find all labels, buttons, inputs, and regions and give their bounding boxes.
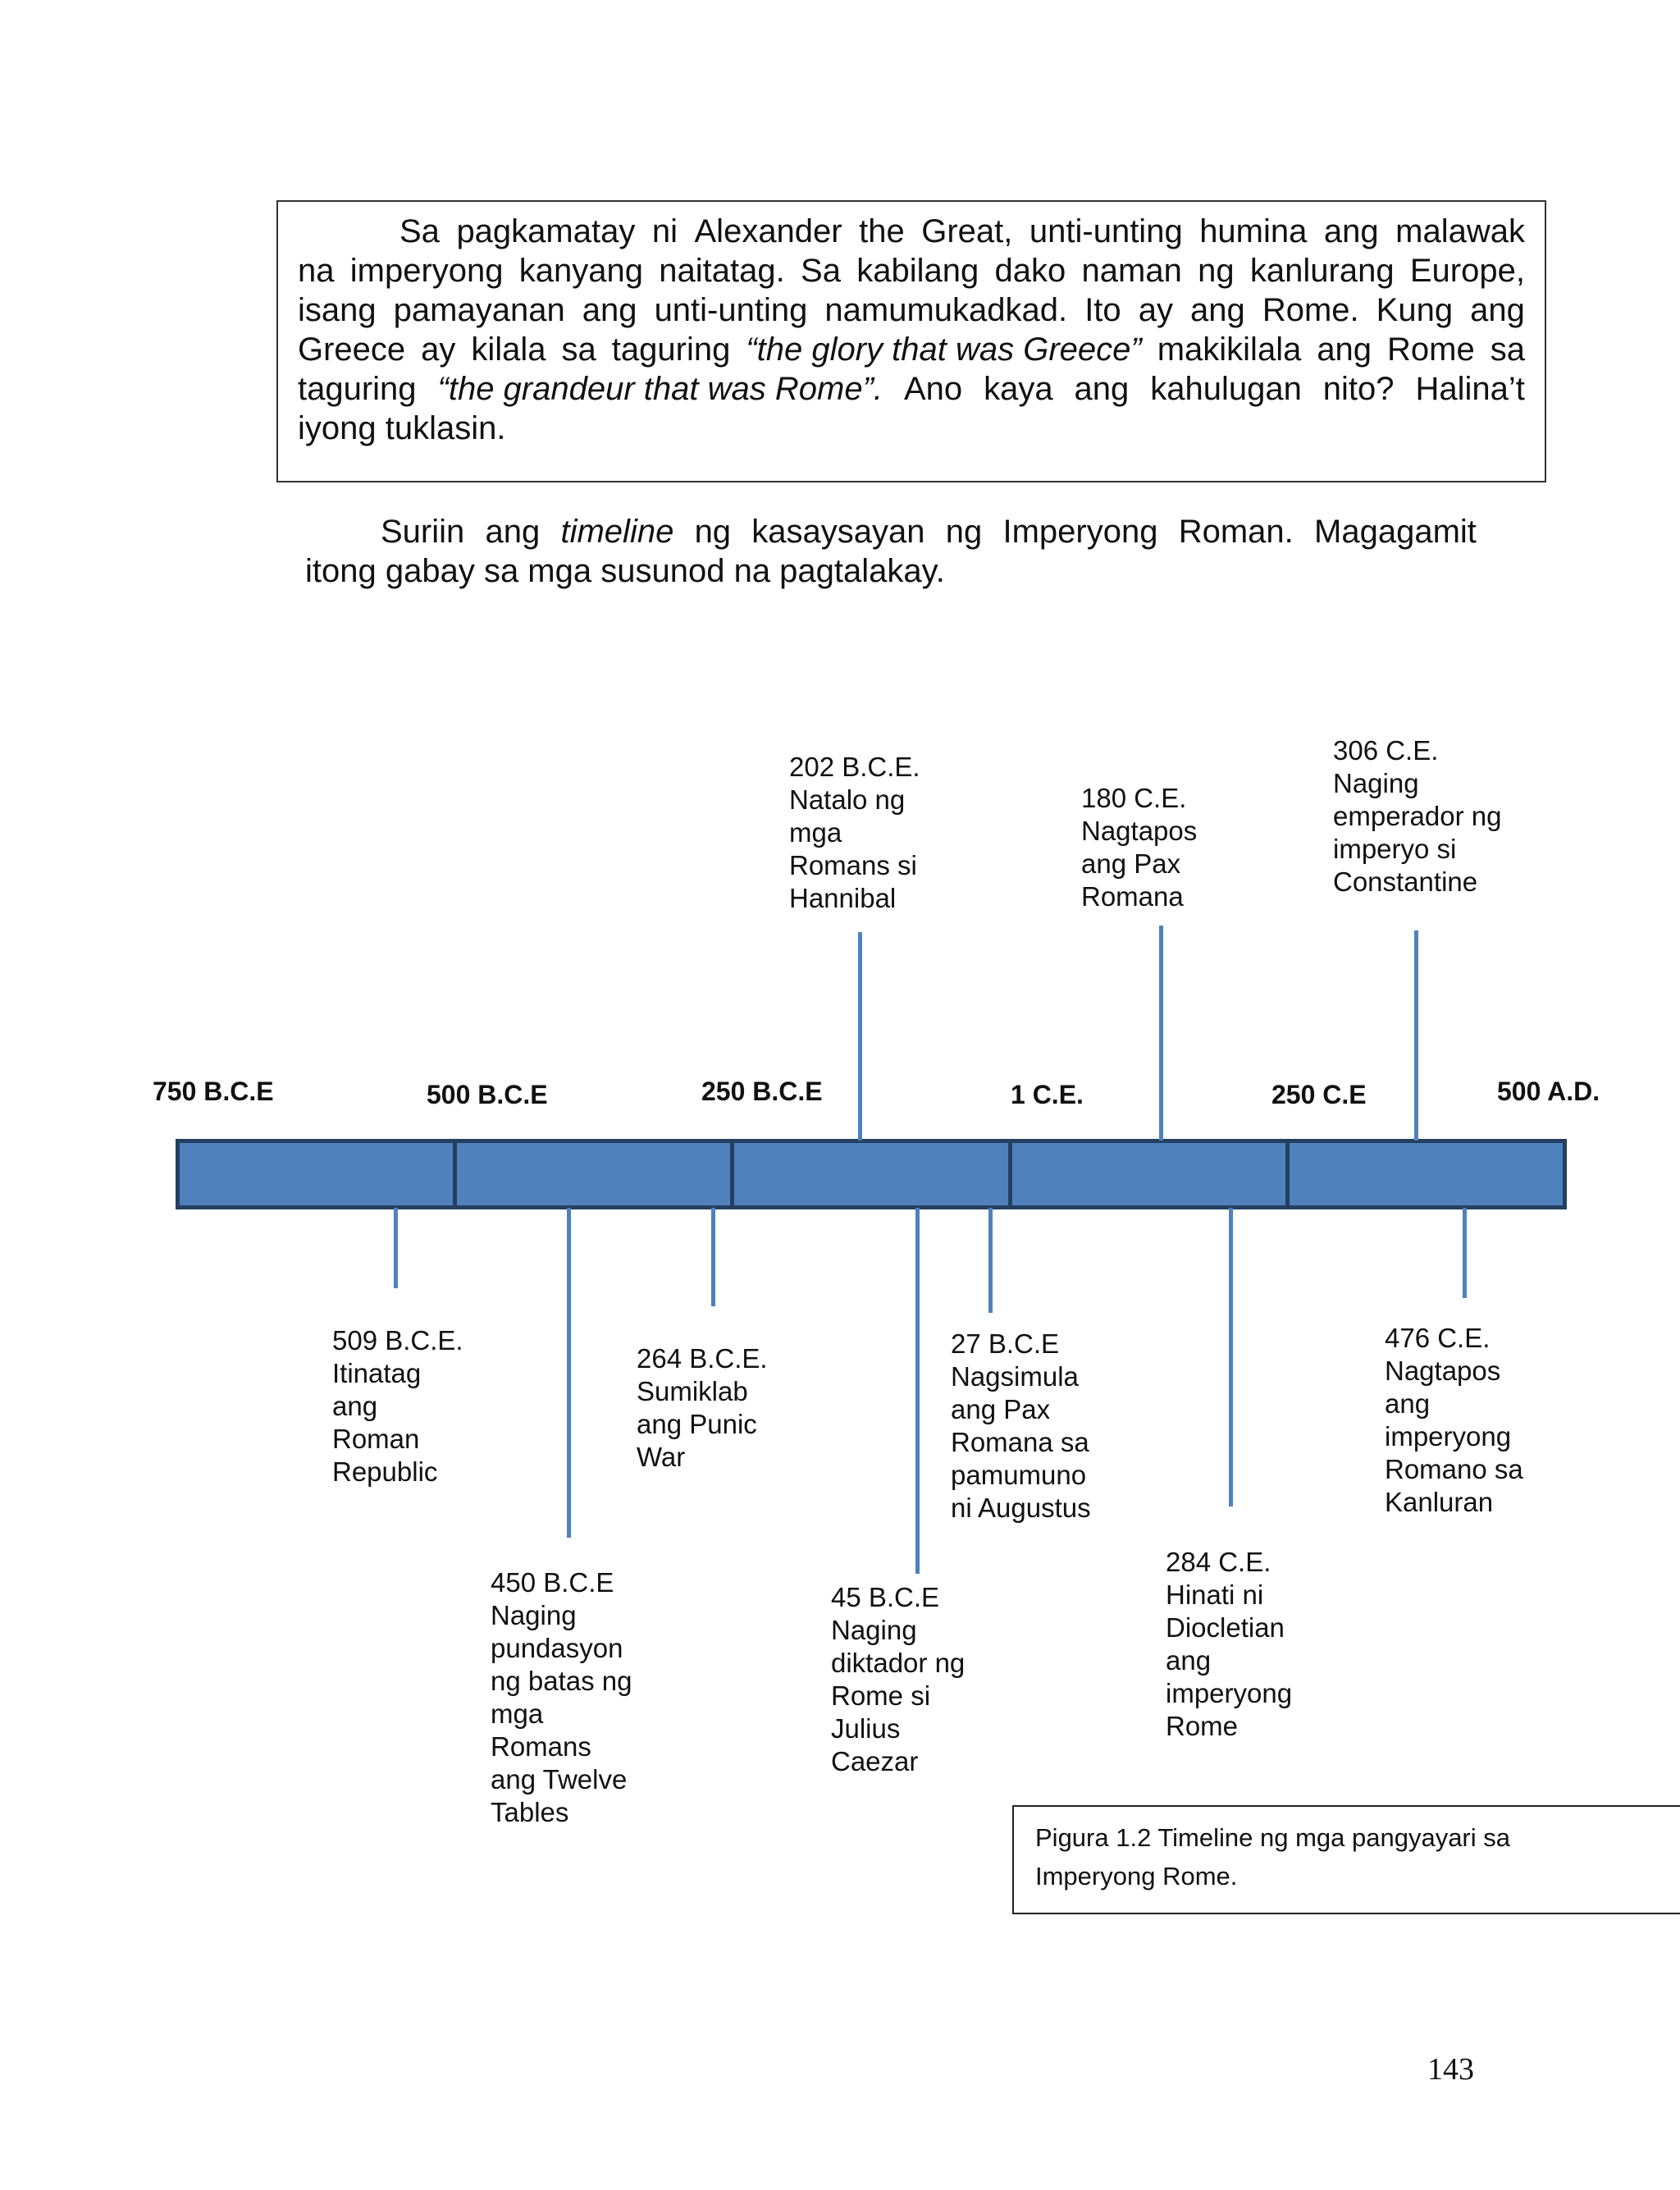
page-number: 143: [1427, 2052, 1474, 2087]
intro-line: taguring “the grandeur that was Rome”. Ano kaya ang kahulugan nito? Halina’t: [298, 371, 1525, 407]
event-264-bce: 264 B.C.E. Sumiklab ang Punic War: [637, 1343, 768, 1472]
timeline-segment: [180, 1143, 457, 1205]
intro-line: na imperyong kanyang naitatag. Sa kabilang dako naman ng kanlurang Europe,: [298, 253, 1525, 289]
era-label: 1 C.E.: [1011, 1080, 1084, 1109]
event-306-ce: 306 C.E. Naging emperador ng imperyo si Constantine: [1333, 735, 1502, 897]
event-450-bce: 450 B.C.E Naging pundasyon ng batas ng mga Romans ang Twelve Tables: [491, 1567, 632, 1827]
era-label: 250 B.C.E: [701, 1077, 823, 1106]
caption-line: Imperyong Rome.: [1035, 1862, 1238, 1891]
event-45-bce: 45 B.C.E Naging diktador ng Rome si Julius Caezar: [831, 1582, 966, 1776]
era-label: 750 B.C.E: [153, 1077, 274, 1106]
event-connector: [1229, 1208, 1233, 1506]
event-connector: [858, 932, 862, 1141]
lead-paragraph: [305, 512, 1477, 591]
caption-line: Pigura 1.2 Timeline ng mga pangyayari sa: [1035, 1823, 1510, 1852]
italic-phrase: “the grandeur that was Rome”.: [437, 371, 883, 407]
event-connector: [1159, 926, 1163, 1141]
event-476-ce: 476 C.E. Nagtapos ang imperyong Romano sa Kanluran: [1385, 1323, 1523, 1517]
era-label: 500 B.C.E: [427, 1080, 548, 1109]
event-connector: [988, 1208, 993, 1313]
event-284-ce: 284 C.E. Hinati ni Diocletian ang imperyong Rome: [1166, 1547, 1293, 1741]
event-connector: [1463, 1208, 1467, 1298]
lead-line: Suriin ang timeline ng kasaysayan ng Imperyong Roman. Magagamit: [381, 514, 1477, 550]
timeline-segment: [1290, 1143, 1563, 1205]
event-connector: [711, 1208, 715, 1306]
timeline-segment: [1012, 1143, 1290, 1205]
timeline-segment: [734, 1143, 1011, 1205]
event-connector: [394, 1208, 398, 1288]
event-180-ce: 180 C.E. Nagtapos ang Pax Romana: [1081, 783, 1198, 912]
intro-box: [276, 200, 1546, 482]
italic-phrase: “the glory that was Greece”: [746, 331, 1142, 368]
italic-word: timeline: [560, 514, 674, 550]
event-connector: [1414, 930, 1418, 1141]
lead-line: itong gabay sa mga susunod na pagtalakay.: [305, 553, 945, 589]
intro-line: Sa pagkamatay ni Alexander the Great, unti-unting humina ang malawak: [399, 213, 1525, 249]
era-label: 250 C.E: [1271, 1080, 1367, 1109]
figure-caption: [1012, 1805, 1680, 1914]
intro-line: isang pamayanan ang unti-unting namumukadkad. Ito ay ang Rome. Kung ang: [298, 292, 1525, 328]
event-connector: [567, 1208, 571, 1538]
event-connector: [915, 1208, 920, 1574]
event-27-bce: 27 B.C.E Nagsimula ang Pax Romana sa pamumuno ni Augustus: [951, 1328, 1091, 1523]
era-label: 500 A.D.: [1497, 1077, 1600, 1106]
timeline-bar: [176, 1139, 1567, 1209]
timeline-segment: [457, 1143, 734, 1205]
intro-line: Greece ay kilala sa taguring “the glory that was Greece” makikilala ang Rome sa: [298, 331, 1525, 368]
intro-line-last: iyong tuklasin.: [298, 410, 506, 446]
event-202-bce: 202 B.C.E. Natalo ng mga Romans si Hannibal: [789, 752, 920, 913]
event-509-bce: 509 B.C.E. Itinatag ang Roman Republic: [332, 1325, 463, 1487]
